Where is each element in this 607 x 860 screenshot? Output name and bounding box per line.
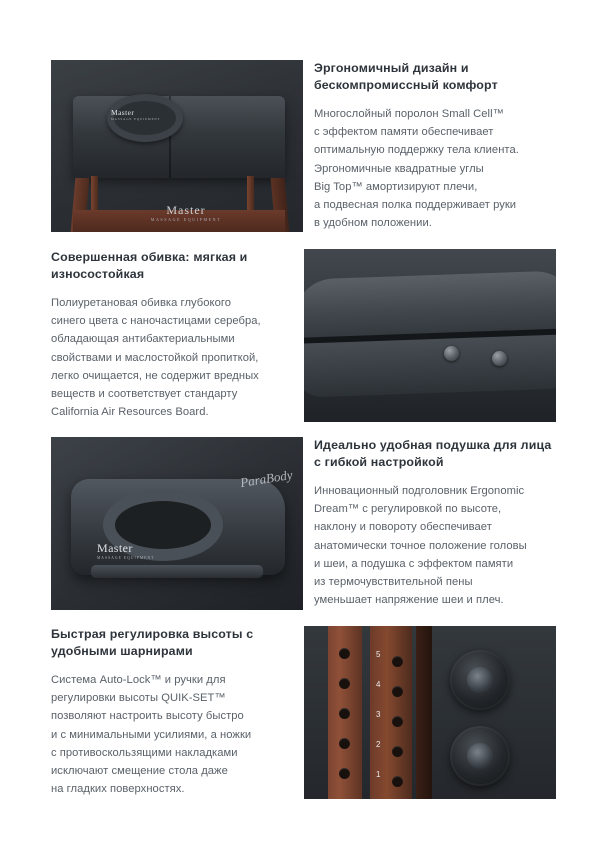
section-heading	[314, 60, 558, 94]
body-line: синего цвета с наночастицами серебра,	[51, 315, 261, 328]
brand-logo-panel	[143, 203, 229, 231]
section-body	[51, 671, 296, 798]
heading-line: Быстрая регулировка высоты	[51, 627, 243, 641]
body-line: а подвесная полка поддерживает руки	[314, 199, 517, 212]
scale-number: 2	[376, 740, 381, 749]
body-line: Эргономичные квадратные углы	[314, 162, 484, 175]
body-line: с противоскользящими накладками	[51, 746, 238, 759]
heading-line: для лица с гибкой настройкой	[314, 438, 552, 469]
brand-name-text-large: Master	[166, 203, 206, 217]
hinge-peg-1	[444, 346, 459, 361]
product-photo-face-cradle	[51, 437, 303, 610]
adjust-hole	[339, 678, 350, 689]
body-line: на гладких поверхностях.	[51, 783, 185, 796]
body-line: оптимальную поддержку тела клиента.	[314, 144, 519, 157]
heading-line: Эргономичный дизайн	[314, 61, 458, 75]
body-line: легко очищается, не содержит вредных	[51, 369, 259, 382]
scale-number: 1	[376, 770, 381, 779]
face-cradle-arm	[91, 565, 263, 578]
section-ergonomic-design	[314, 60, 558, 232]
body-line: и шеи, а подушка с эффектом памяти	[314, 557, 514, 570]
section-body	[51, 294, 291, 421]
body-line: Big Top™ амортизируют плечи,	[314, 180, 478, 193]
heading-line: с удобными шарнирами	[51, 627, 254, 658]
adjust-hole	[339, 768, 350, 779]
body-line: Многослойный поролон Small Cell™	[314, 108, 504, 120]
adjust-hole	[339, 738, 350, 749]
script-mark-text: ParaBody	[239, 466, 294, 491]
section-heading	[51, 249, 291, 283]
adjust-hole	[339, 708, 350, 719]
body-line: свойствами и маслостойкой пропиткой,	[51, 351, 259, 364]
body-line: Dream™ с регулировкой по высоте,	[314, 503, 502, 516]
quik-set-knob-lower	[450, 726, 510, 786]
body-line: и с минимальными усилиями, а ножки	[51, 728, 252, 741]
adjust-hole	[392, 656, 403, 667]
body-line: анатомически точное положение головы	[314, 539, 527, 552]
upholstery-bottom-panel	[304, 334, 556, 398]
brand-name-text: Master	[111, 108, 135, 117]
scale-number: 5	[376, 650, 381, 659]
body-line: с эффектом памяти обеспечивает	[314, 126, 494, 139]
product-photo-height-adjustment	[304, 626, 556, 799]
adjust-hole	[392, 746, 403, 757]
heading-line: Идеально удобная подушка	[314, 438, 491, 452]
scale-number: 3	[376, 710, 381, 719]
adjust-hole	[392, 686, 403, 697]
body-line: Инновационный подголовник Ergonomic	[314, 485, 525, 497]
brand-tagline-text: MASSAGE EQUIPMENT	[97, 556, 155, 560]
brand-tagline-text-large: MASSAGE EQUIPMENT	[150, 217, 222, 222]
body-line: исключают смещение стола даже	[51, 765, 228, 778]
section-heading	[314, 437, 562, 471]
hinge-peg-2	[492, 351, 507, 366]
brand-tagline-text: MASSAGE EQUIPMENT	[111, 117, 161, 121]
brand-logo-cradle	[97, 541, 155, 560]
product-photo-upholstery-edge	[304, 249, 556, 422]
section-body	[314, 482, 562, 609]
body-line: California Air Resources Board.	[51, 406, 209, 419]
adjust-hole	[339, 648, 350, 659]
body-line: Система Auto-Lock™ и ручки для	[51, 674, 226, 686]
heading-line: мягкая и износостойкая	[51, 250, 248, 281]
body-line: регулировки высоты QUIK-SET™	[51, 692, 226, 705]
body-line: в удобном положении.	[314, 217, 432, 230]
heading-line: и бескомпромиссный комфорт	[314, 61, 498, 92]
scale-number: 4	[376, 680, 381, 689]
section-heading	[51, 626, 296, 660]
section-upholstery	[51, 249, 291, 421]
body-line: веществ и соответствует стандарту	[51, 388, 238, 401]
adjust-hole	[392, 716, 403, 727]
body-line: наклону и повороту обеспечивает	[314, 521, 492, 534]
section-body	[314, 105, 558, 232]
heading-line: Совершенная обивка:	[51, 250, 190, 264]
product-photo-folded-table	[51, 60, 303, 232]
section-face-cradle	[314, 437, 562, 609]
body-line: из термочувствительной пены	[314, 576, 473, 589]
brand-name-text: Master	[97, 541, 133, 555]
wood-leg-shadow	[416, 626, 432, 799]
quik-set-knob-upper	[450, 650, 510, 710]
body-line: Полиуретановая обивка глубокого	[51, 297, 232, 309]
body-line: обладающая антибактериальными	[51, 333, 235, 346]
section-height-adjustment	[51, 626, 296, 798]
brand-logo-small	[111, 108, 160, 121]
body-line: позволяют настроить высоту быстро	[51, 710, 244, 723]
adjust-hole	[392, 776, 403, 787]
body-line: уменьшает напряжение шеи и плеч.	[314, 594, 504, 607]
